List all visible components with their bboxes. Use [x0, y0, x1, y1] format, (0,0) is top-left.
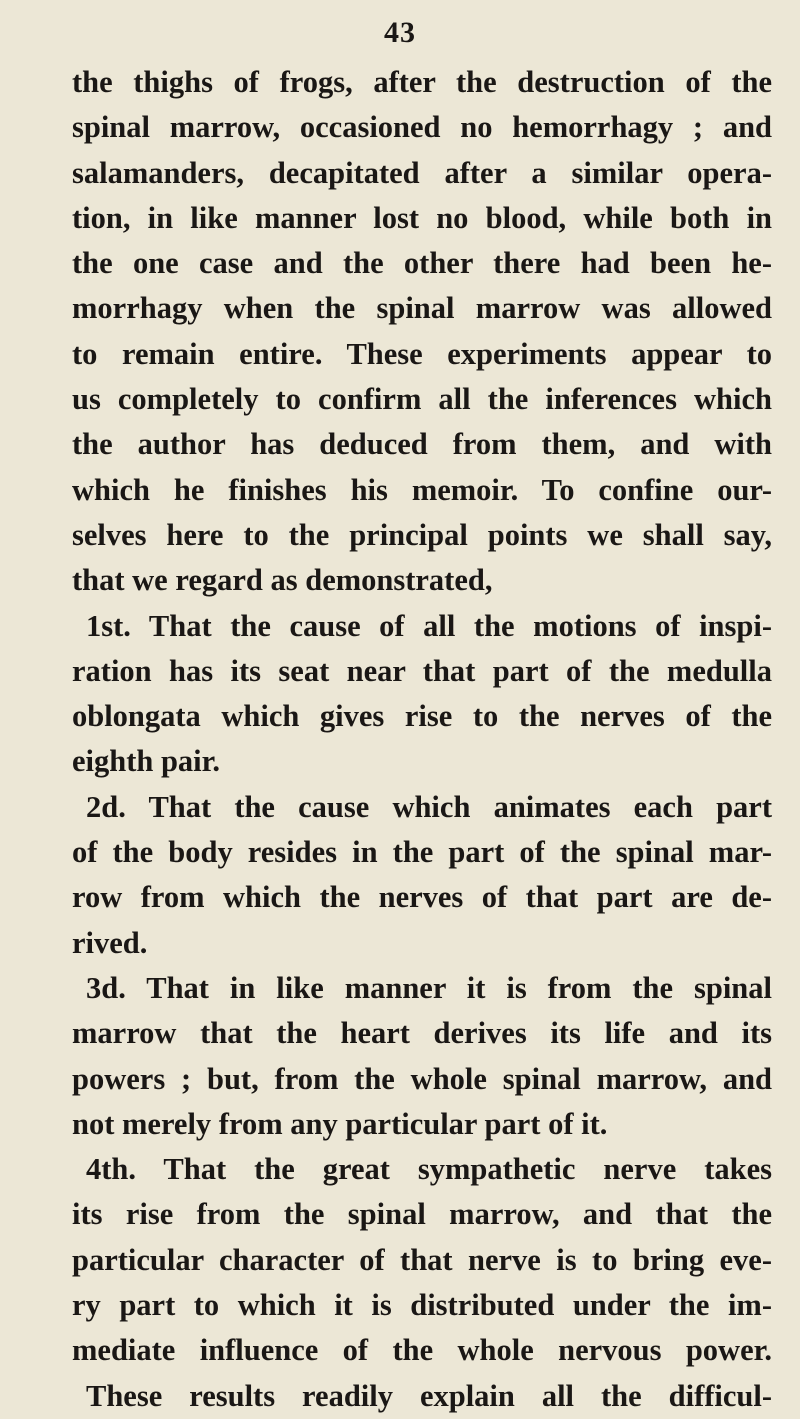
text-line: the thighs of frogs, after the destruction of the — [72, 65, 772, 99]
text-line: which he finishes his memoir. To confine our- — [72, 472, 772, 507]
text-line: that we regard as demonstrated, — [72, 563, 493, 598]
text-line: eighth pair. — [72, 744, 221, 779]
text-line: rived. — [72, 925, 148, 960]
text-line: tion, in like manner lost no blood, while both in — [72, 200, 772, 235]
text-line: the one case and the other there had been he- — [72, 246, 772, 281]
text-line: ry part to which it is distributed under the im- — [72, 1288, 772, 1323]
text-line: 4th. That the great sympathetic nerve takes — [86, 1152, 772, 1187]
page-number: 43 — [384, 16, 416, 49]
text-line: marrow that the heart derives its life and its — [72, 1016, 772, 1051]
body-text — [72, 60, 772, 1419]
text-line: mediate influence of the whole nervous power. — [72, 1333, 772, 1368]
text-line: us completely to confirm all the inferences which — [72, 382, 772, 417]
text-line: powers ; but, from the whole spinal marrow, and — [72, 1061, 772, 1096]
text-line: salamanders, decapitated after a similar opera- — [72, 155, 772, 190]
text-line: ration has its seat near that part of the medulla — [72, 653, 772, 688]
text-line: These results readily explain all the difficul- — [86, 1378, 772, 1413]
text-line: 3d. That in like manner it is from the spinal — [86, 970, 772, 1005]
text-line: to remain entire. These experiments appear to — [72, 336, 772, 371]
text-line: of the body resides in the part of the spinal mar- — [72, 835, 772, 870]
text-line: the author has deduced from them, and with — [72, 427, 772, 462]
text-line: selves here to the principal points we shall say, — [72, 517, 772, 552]
text-line: 2d. That the cause which animates each part — [86, 789, 772, 824]
text-line: not merely from any particular part of it. — [72, 1106, 608, 1141]
text-line: 1st. That the cause of all the motions of inspi- — [86, 608, 772, 643]
text-line: particular character of that nerve is to bring eve- — [72, 1242, 772, 1277]
text-line: morrhagy when the spinal marrow was allowed — [72, 291, 772, 326]
text-line: spinal marrow, occasioned no hemorrhagy ; and — [72, 110, 772, 145]
text-line: oblongata which gives rise to the nerves of the — [72, 699, 772, 734]
text-line: row from which the nerves of that part are de- — [72, 880, 772, 915]
text-line: its rise from the spinal marrow, and that the — [72, 1197, 772, 1232]
